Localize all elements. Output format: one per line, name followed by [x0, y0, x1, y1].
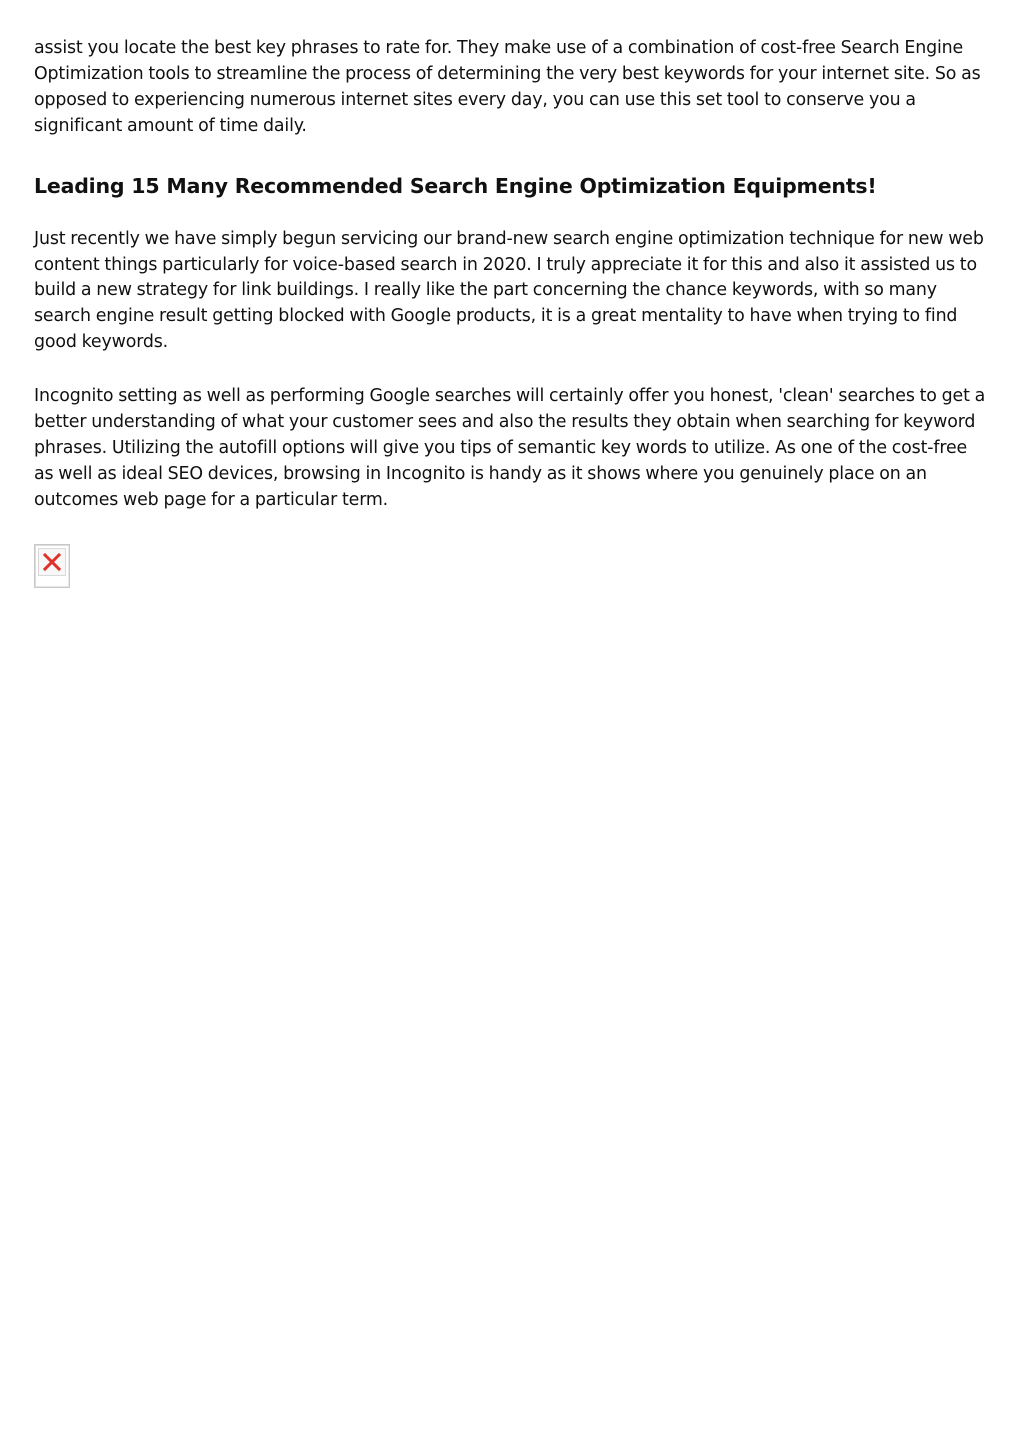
paragraph-voice-search: Just recently we have simply begun servicing our brand-new search engine optimization technique for new web content things particularly for voice-based search in 2020. I truly appreciate it for this and also it assisted us to build a new strategy for link buildings. I really like the part concerning the chance keywords, with so many search engine result getting blocked with Google products, it is a great mentality to have when trying to find good keywords. — [34, 228, 984, 353]
broken-image — [34, 544, 70, 588]
intro-paragraph: assist you locate the best key phrases to rate for. They make use of a combination of cost-free Search Engine Optimization tools to streamline the process of determining the very best keywords for your internet site. So as opposed to experiencing numerous internet sites every day, you can use this set tool to conserve you a significant amount of time daily. — [34, 38, 981, 136]
paragraph-incognito: Incognito setting as well as performing Google searches will certainly offer you honest, 'clean' searches to get a better understanding of what your customer sees and also the results they obtain when searching for keyword phrases. Utilizing the autofill options will give you tips of semantic key words to utilize. As one of the cost-free as well as ideal SEO devices, browsing in Incognito is handy as it shows where you genuinely place on an outcomes web page for a particular term. — [34, 386, 986, 510]
section-heading: Leading 15 Many Recommended Search Engine Optimization Equipments! — [34, 173, 877, 198]
broken-image-icon — [40, 550, 64, 574]
article — [34, 36, 990, 588]
